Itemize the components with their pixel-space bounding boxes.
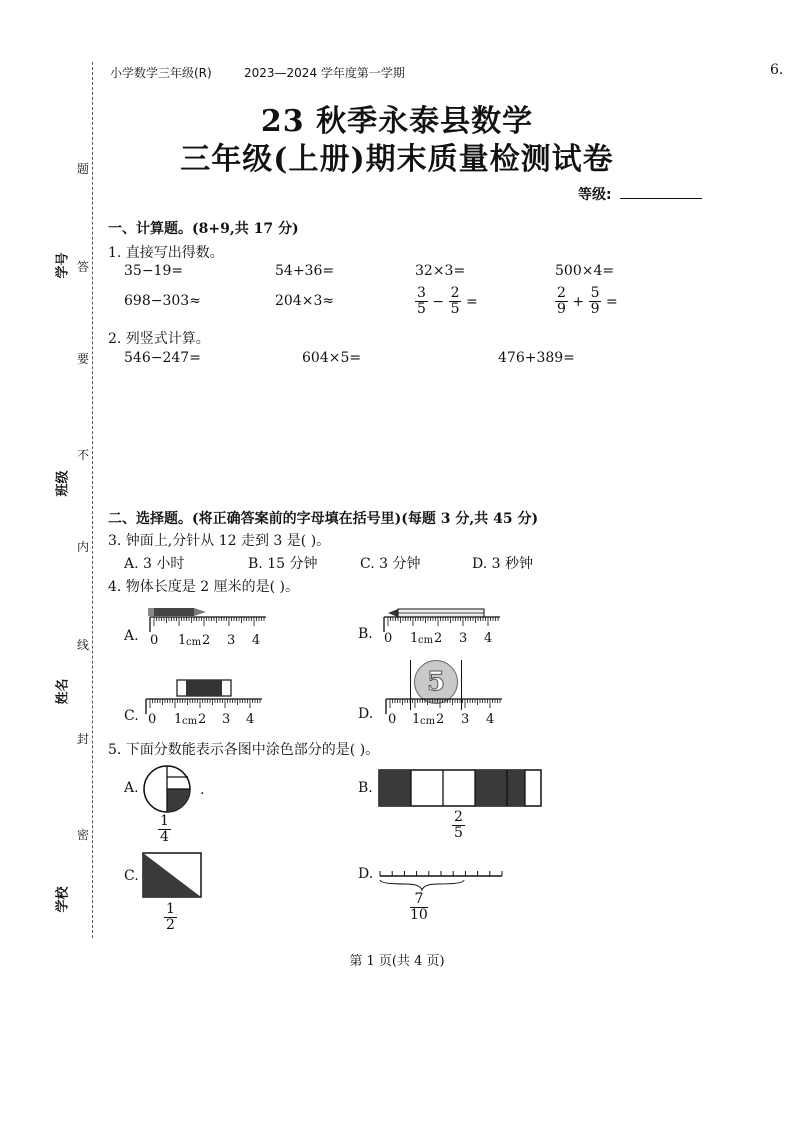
bar-fifths-figure [378, 769, 542, 807]
ruler-label: 3 [222, 712, 231, 727]
option-c: C. 3 分钟 [360, 556, 421, 572]
grade-label: 等级: [578, 187, 612, 203]
section2-heading: 二、选择题。(将正确答案前的字母填在括号里)(每题 3 分,共 45 分) [108, 511, 539, 527]
question-1: 1. 直接写出得数。 [108, 245, 224, 261]
margin-char: 题 [76, 162, 89, 176]
q5-letter-d: D. [358, 866, 374, 882]
ruler-label: 3 [461, 712, 470, 727]
section1-heading: 一、计算题。(8+9,共 17 分) [108, 221, 299, 237]
cut-line [92, 62, 93, 938]
ruler-unit: cm [186, 637, 202, 648]
ruler-label: 2 [202, 633, 211, 648]
question-3: 3. 钟面上,分针从 12 走到 3 是( )。 [108, 533, 331, 549]
page-title: 23 秋季永泰县数学 [260, 104, 534, 139]
question-5: 5. 下面分数能表示各图中涂色部分的是( )。 [108, 742, 380, 758]
q5-dot: . [200, 782, 205, 798]
question-4: 4. 物体长度是 2 厘米的是( )。 [108, 579, 299, 595]
calc-item: 500×4= [555, 263, 615, 279]
vertical-item: 546−247= [124, 350, 201, 366]
margin-char: 不 [76, 448, 89, 462]
calc-item: 35−19= [124, 263, 184, 279]
ruler-label: 4 [246, 712, 255, 727]
vertical-item: 476+389= [498, 350, 575, 366]
margin-char: 封 [76, 732, 89, 746]
q4-letter-d: D. [358, 706, 374, 722]
ruler-b [382, 616, 504, 632]
q5-letter-b: B. [358, 780, 373, 796]
q4-letter-a: A. [124, 628, 139, 644]
q5-fraction-a: $\frac{1}{4}$ [160, 813, 169, 846]
course-label: 小学数学三年级(R) [110, 66, 212, 80]
ruler-unit: cm [420, 716, 436, 727]
q4-letter-b: B. [358, 626, 373, 642]
calc-item: 54+36= [275, 263, 335, 279]
segment-line-figure [376, 868, 506, 894]
page-subtitle: 三年级(上册)期末质量检测试卷 [180, 142, 614, 177]
margin-char: 答 [76, 260, 89, 274]
name-label: 姓名 [55, 678, 71, 705]
option-d: D. 3 秒钟 [472, 556, 533, 572]
ruler-label: 0 [384, 631, 393, 646]
margin-char: 线 [76, 638, 89, 652]
q5-letter-c: C. [124, 868, 139, 884]
rectangle-triangle-figure [142, 852, 202, 898]
q4-letter-c: C. [124, 708, 139, 724]
school-label: 学校 [55, 886, 71, 913]
margin-char: 密 [76, 828, 89, 842]
ruler-label: 2 [434, 631, 443, 646]
question-2: 2. 列竖式计算。 [108, 331, 210, 347]
calc-item: 32×3= [415, 263, 466, 279]
corner-number: 6. [770, 62, 784, 78]
ruler-label: 0 [148, 712, 157, 727]
ruler-unit: cm [418, 635, 434, 646]
ruler-label: 2 [436, 712, 445, 727]
ruler-label: 0 [388, 712, 397, 727]
ruler-label: 4 [252, 633, 261, 648]
q5-letter-a: A. [124, 780, 139, 796]
ruler-a [148, 616, 270, 632]
ruler-label: 4 [484, 631, 493, 646]
q5-fraction-b: $\frac{2}{5}$ [454, 809, 463, 842]
fraction-subtraction: $\frac{3}{5}$ − $\frac{2}{5}$ = [417, 285, 478, 318]
fraction-addition: $\frac{2}{9}$ + $\frac{5}{9}$ = [557, 285, 618, 318]
ruler-label: 1 [412, 712, 421, 727]
vertical-item: 604×5= [302, 350, 362, 366]
ruler-label: 3 [227, 633, 236, 648]
margin-char: 要 [76, 352, 89, 366]
q5-fraction-c: $\frac{1}{2}$ [166, 901, 175, 934]
eraser-icon [176, 679, 232, 697]
class-label: 班级 [55, 470, 71, 497]
option-b: B. 15 分钟 [248, 556, 318, 572]
ruler-label: 1 [178, 633, 187, 648]
ruler-unit: cm [182, 716, 198, 727]
student-id-label: 学号 [55, 252, 71, 279]
ruler-label: 3 [459, 631, 468, 646]
school-year: 2023—2024 学年度第一学期 [244, 66, 405, 80]
ruler-label: 1 [174, 712, 183, 727]
option-a: A. 3 小时 [124, 556, 185, 572]
calc-item: 204×3≈ [275, 293, 335, 309]
calc-item: 698−303≈ [124, 293, 201, 309]
ruler-label: 2 [198, 712, 207, 727]
circle-quarter-figure [142, 764, 192, 814]
ruler-label: 0 [150, 633, 159, 648]
q5-fraction-d: $\frac{7}{10}$ [410, 891, 428, 924]
ruler-label: 1 [410, 631, 419, 646]
coin-icon: 5 [414, 660, 458, 704]
margin-char: 内 [76, 540, 89, 554]
grade-field[interactable] [620, 198, 702, 199]
page-footer: 第 1 页(共 4 页) [349, 954, 445, 969]
ruler-label: 4 [486, 712, 495, 727]
